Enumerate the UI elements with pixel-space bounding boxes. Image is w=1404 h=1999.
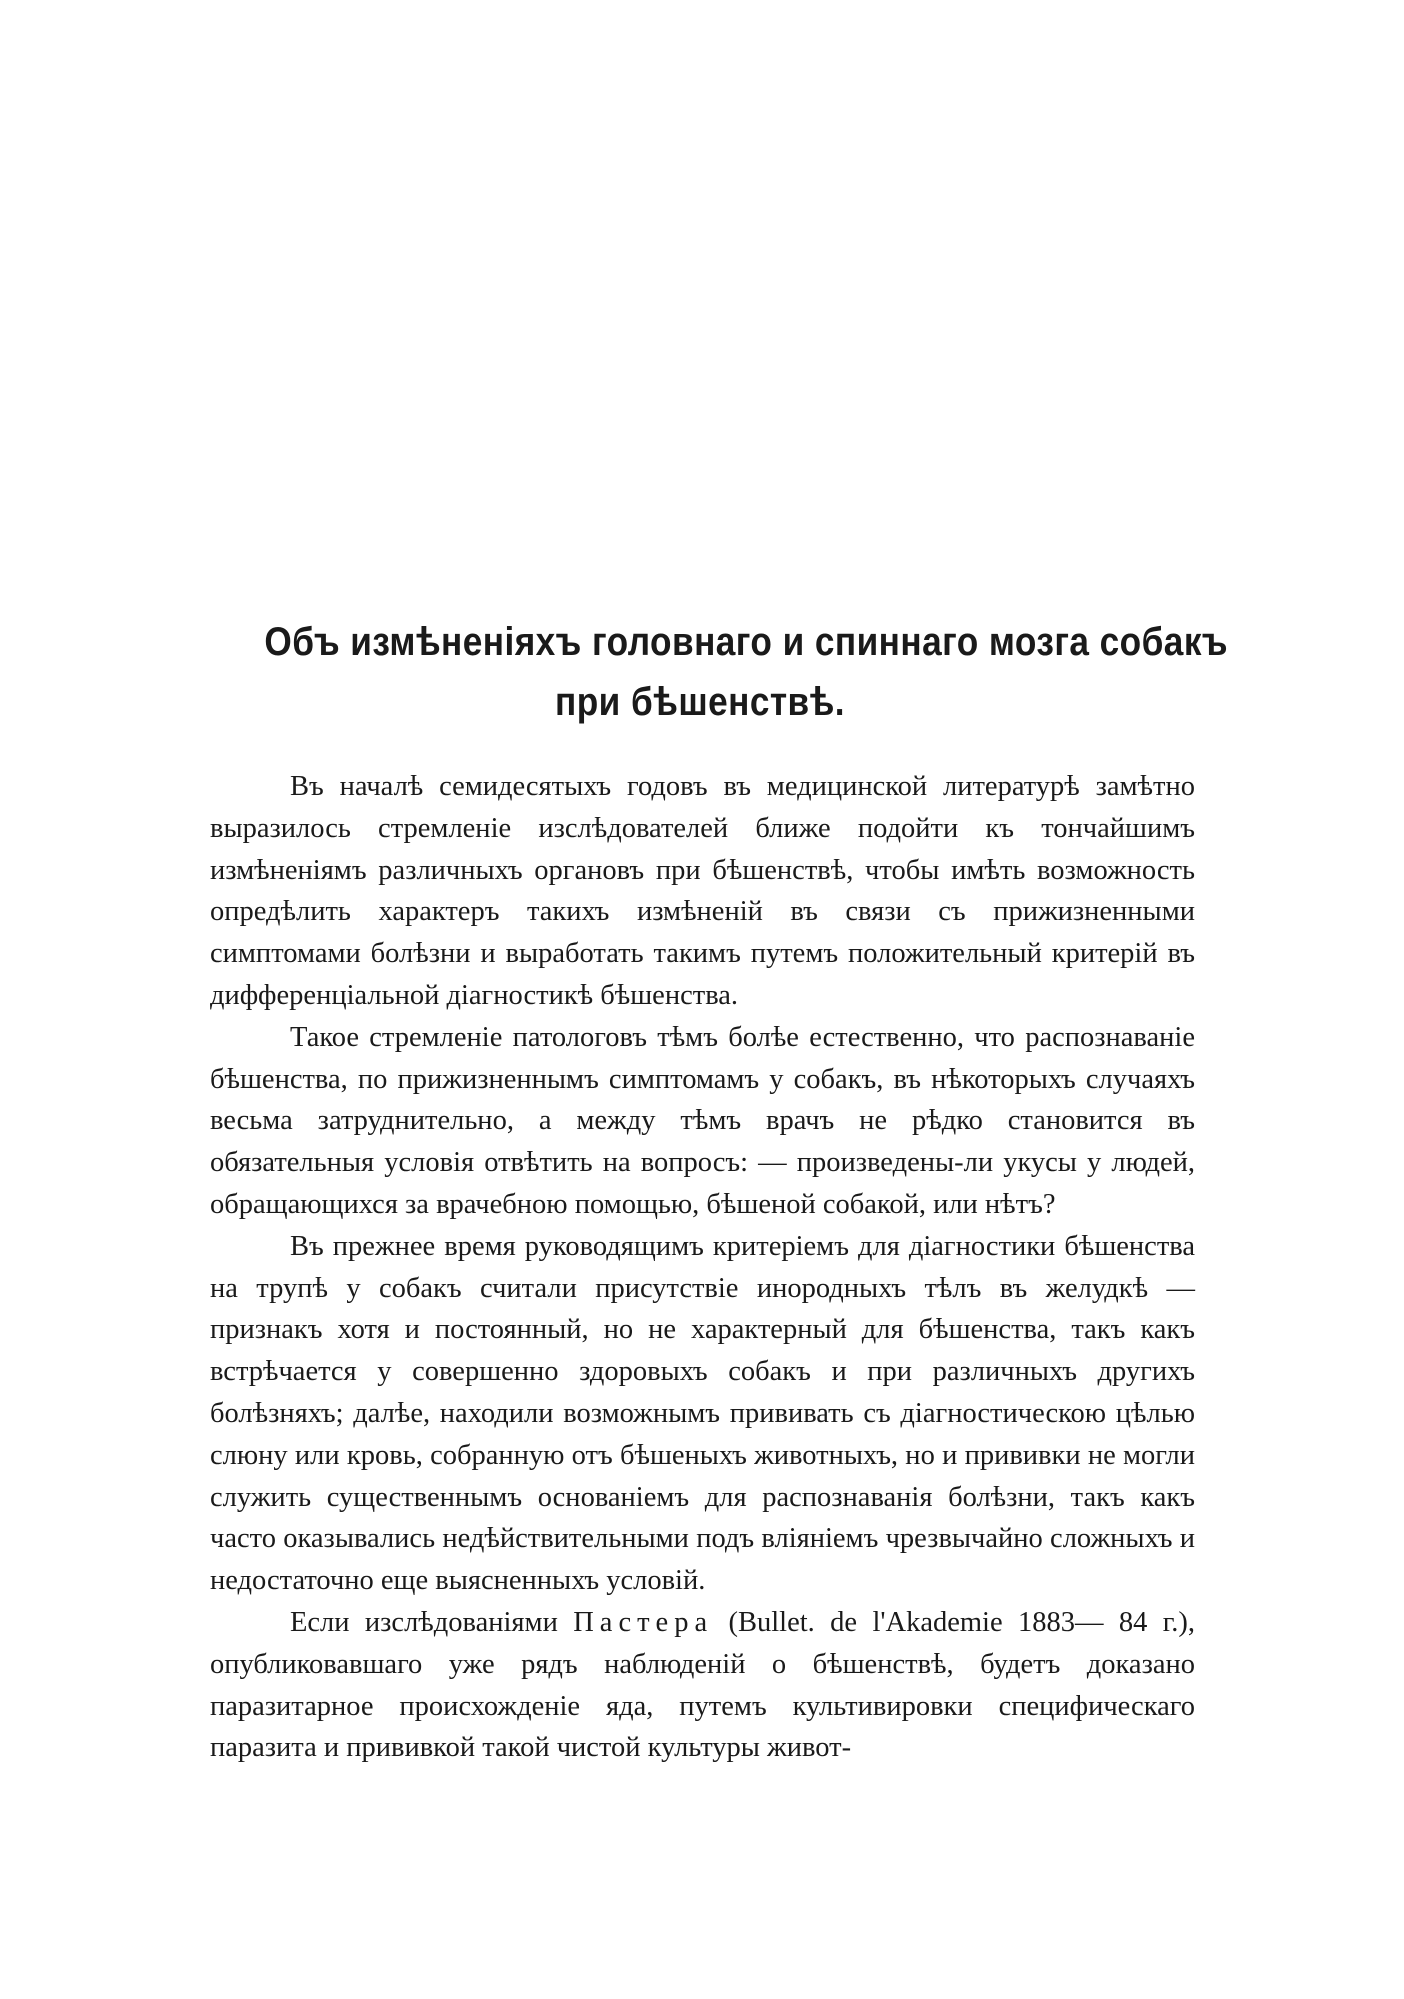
title-line-1: Объ измѣненіяхъ головнаго и спиннаго мозга собакъ (264, 620, 1228, 664)
article-title (264, 612, 1228, 732)
paragraph-2: Такое стремленіе патологовъ тѣмъ болѣе естественно, что распознаваніе бѣшенства, по прижизненнымъ симптомамъ у собакъ, въ нѣкоторыхъ случаяхъ весьма затруднительно, а между тѣмъ врачъ не рѣдко становится въ обязательныя условія отвѣтить на вопросъ: — произведены-ли укусы у людей, обращающихся за врачебною помощью, бѣшеной собакой, или нѣтъ? (210, 1021, 1195, 1220)
article-body (210, 766, 1195, 1769)
paragraph-4-lead: Если изслѣдованіями (290, 1606, 558, 1638)
paragraph-3: Въ прежнее время руководящимъ критеріемъ для діагностики бѣшенства на трупѣ у собакъ считали присутствіе инородныхъ тѣлъ въ желудкѣ — признакъ хотя и постоянный, но не характерный для бѣшенства, такъ какъ встрѣчается у совершенно здоровыхъ собакъ и при различныхъ другихъ болѣзняхъ; далѣе, находили возможнымъ прививать съ діагностическою цѣлью слюну или кровь, собранную отъ бѣшеныхъ животныхъ, но и прививки не могли служить существеннымъ основаніемъ для распознаванія болѣзни, такъ какъ часто оказывались недѣйствительными подъ вліяніемъ чрезвычайно сложныхъ и недостаточно еще выясненныхъ условій. (210, 1230, 1195, 1597)
paragraph-4-rest: (Bullet. de l'Akademie 1883— 84 г.), опубликовавшаго уже рядъ наблюденій о бѣшенствѣ, будетъ доказано паразитарное происхожденіе яда, путемъ культивировки специфическаго паразита и прививкой такой чистой культуры живот- (210, 1606, 1195, 1764)
paragraph-1: Въ началѣ семидесятыхъ годовъ въ медицинской литературѣ замѣтно выразилось стремленіе изслѣдователей ближе подойти къ тончайшимъ измѣненіямъ различныхъ органовъ при бѣшенствѣ, чтобы имѣть возможность опредѣлить характеръ такихъ измѣненій въ связи съ прижизненными симптомами болѣзни и выработать такимъ путемъ положительный критерій въ дифференціальной діагностикѣ бѣшенства. (210, 771, 1195, 1011)
title-line-2: при бѣшенствѣ. (555, 680, 845, 724)
paragraph-4 (210, 1602, 1195, 1769)
author-name-pasteur: Пастера (573, 1606, 714, 1638)
